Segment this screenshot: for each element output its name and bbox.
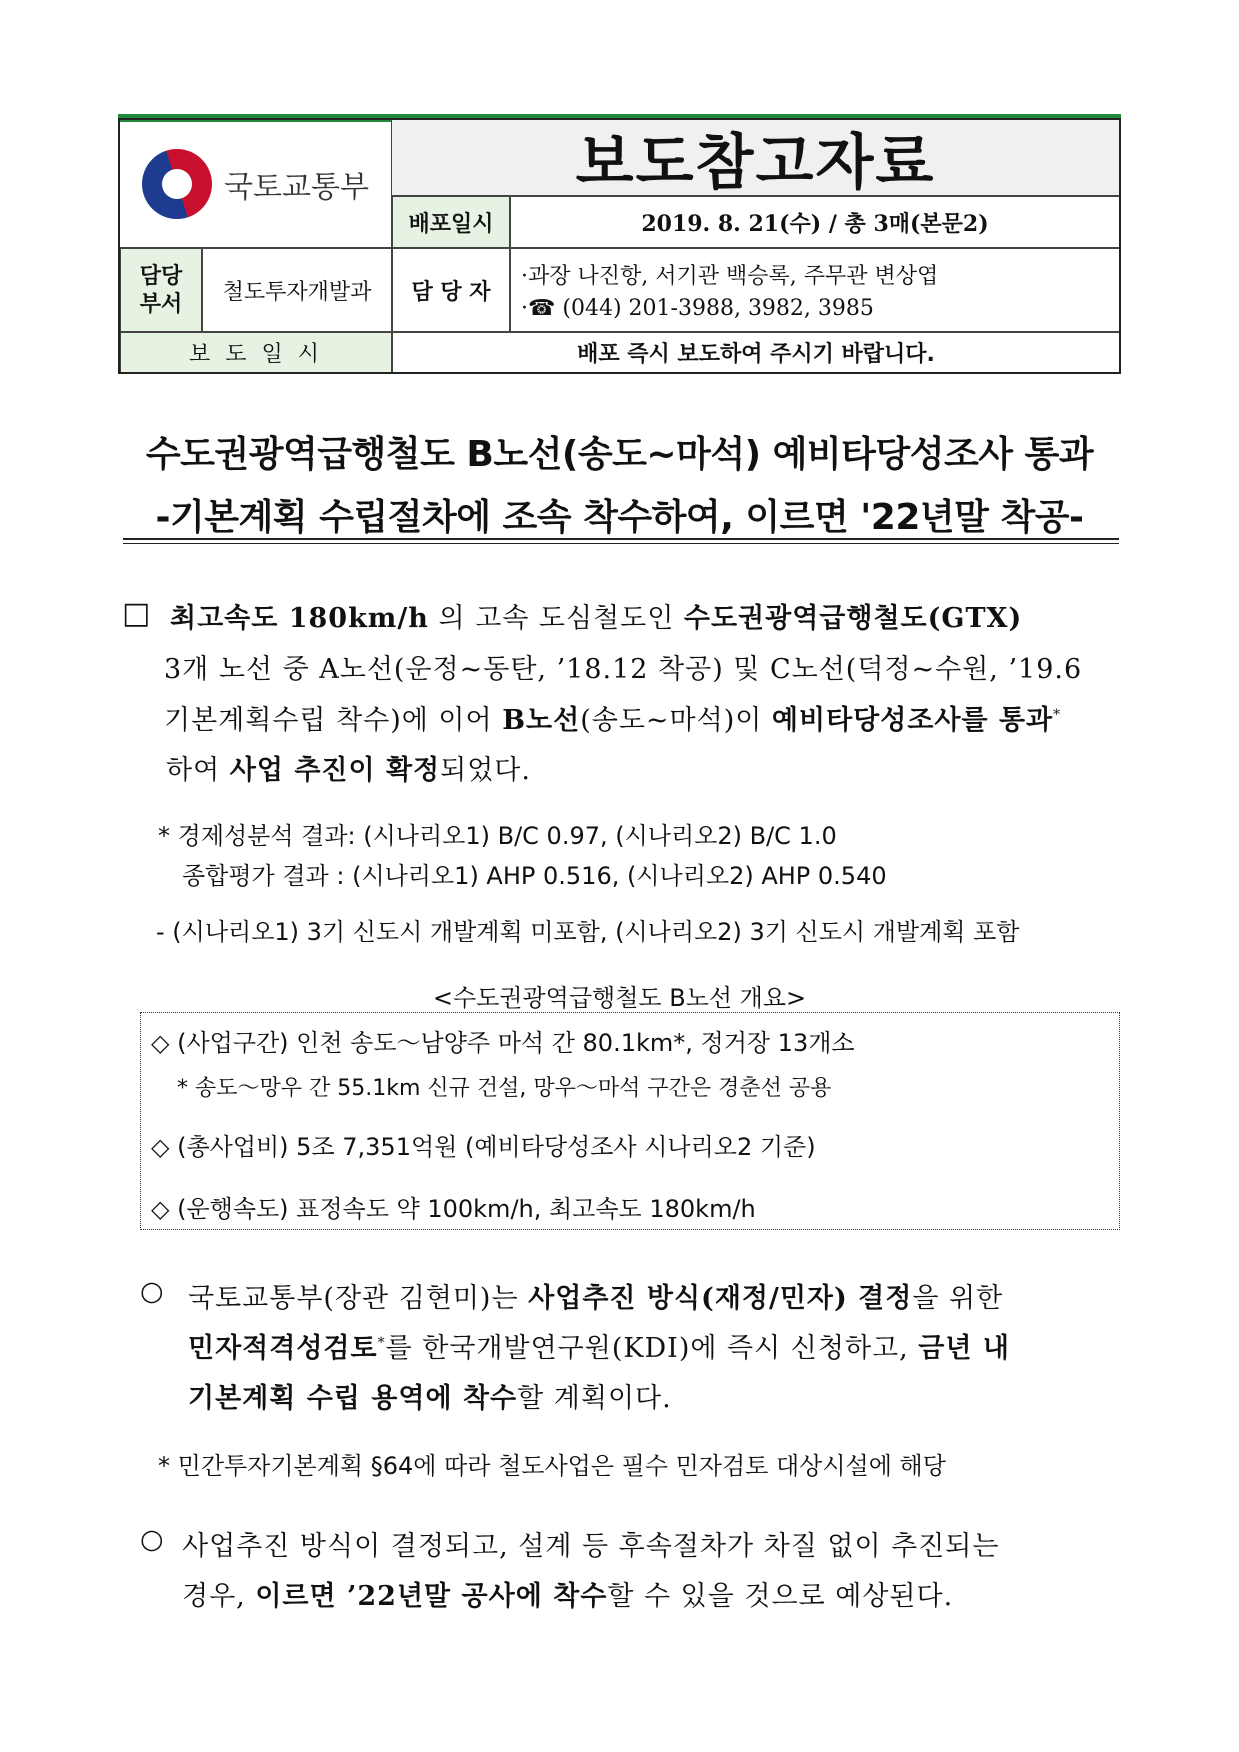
overview-speed: ◇ (운행속도) 표정속도 약 100km/h, 최고속도 180km/h (151, 1195, 756, 1223)
para1-line-2: 3개 노선 중 A노선(운정~동탄, ’18.12 착공) 및 C노선(덕정~수원, ’19.6 (164, 654, 1083, 685)
para3-line-1: 사업추진 방식이 결정되고, 설계 등 후속절차가 차질 없이 추진되는 (182, 1531, 1000, 1562)
para2-bullet: ○ (140, 1276, 165, 1307)
contact-value (510, 248, 1119, 332)
dept-value: 철도투자개발과 (202, 248, 392, 332)
para2-line-3: 기본계획 수립 용역에 착수할 계획이다. (188, 1383, 672, 1414)
headline-line-2: -기본계획 수립절차에 조속 착수하여, 이르면 '22년말 착공- (155, 497, 1084, 538)
release-date-label: 배포일시 (392, 196, 510, 248)
ministry-seal-icon (142, 149, 212, 219)
para3-bullet: ○ (140, 1524, 165, 1555)
doc-title: 보도참고자료 (392, 120, 1119, 196)
overview-section-note: * 송도～망우 간 55.1km 신규 건설, 망우～마석 구간은 경춘선 공용 (177, 1076, 832, 1101)
para2-line-1: 국토교통부(장관 김현미)는 사업추진 방식(재정/민자) 결정을 위한 (188, 1283, 1004, 1314)
press-header-table (118, 118, 1121, 374)
contact-label: 담 당 자 (392, 248, 510, 332)
headline-line-1: 수도권광역급행철도 B노선(송도~마석) 예비타당성조사 통과 (145, 434, 1094, 475)
overview-cost: ◇ (총사업비) 5조 7,351억원 (예비타당성조사 시나리오2 기준) (151, 1133, 816, 1161)
dept-label: 담당 부서 (120, 248, 202, 332)
overview-section: ◇ (사업구간) 인천 송도～남양주 마석 간 80.1km*, 정거장 13개소 (151, 1029, 855, 1057)
overview-caption: <수도권광역급행철도 B노선 개요> (432, 984, 807, 1012)
para1-line-1: 최고속도 180km/h 의 고속 도심철도인 수도권광역급행철도(GTX) (170, 603, 1023, 634)
contact-line-1: ·과장 나진항, 서기관 백승록, 주무관 변상엽 (521, 264, 939, 289)
para2-line-2: 민자적격성검토*를 한국개발연구원(KDI)에 즉시 신청하고, 금년 내 (188, 1333, 1010, 1364)
overview-box (140, 1012, 1120, 1230)
note-bc: * 경제성분석 결과: (시나리오1) B/C 0.97, (시나리오2) B/C 1.0 (158, 822, 837, 850)
para1-line-3: 기본계획수립 착수)에 이어 B노선(송도~마석)이 예비타당성조사를 통과* (164, 705, 1062, 736)
logo-text: 국토교통부 (224, 169, 369, 205)
embargo-label: 보 도 일 시 (120, 332, 392, 372)
para1-bullet: □ (122, 596, 152, 631)
embargo-value: 배포 즉시 보도하여 주시기 바랍니다. (392, 332, 1119, 372)
headline-rule-thin (123, 543, 1119, 544)
contact-line-2: ·☎ (044) 201-3988, 3982, 3985 (521, 296, 874, 321)
note-ahp: 종합평가 결과 : (시나리오1) AHP 0.516, (시나리오2) AHP 0.540 (182, 862, 887, 890)
headline-rule-thick (123, 538, 1119, 540)
release-date-value: 2019. 8. 21(수) / 총 3매(본문2) (510, 196, 1119, 248)
para2-note: * 민간투자기본계획 §64에 따라 철도사업은 필수 민자검토 대상시설에 해당 (158, 1452, 946, 1480)
logo-cell (120, 120, 392, 248)
note-scenario: - (시나리오1) 3기 신도시 개발계획 미포함, (시나리오2) 3기 신도시 개발계획 포함 (156, 918, 1020, 946)
para3-line-2: 경우, 이르면 ’22년말 공사에 착수할 수 있을 것으로 예상된다. (182, 1581, 954, 1612)
para1-line-4: 하여 사업 추진이 확정되었다. (166, 755, 531, 786)
